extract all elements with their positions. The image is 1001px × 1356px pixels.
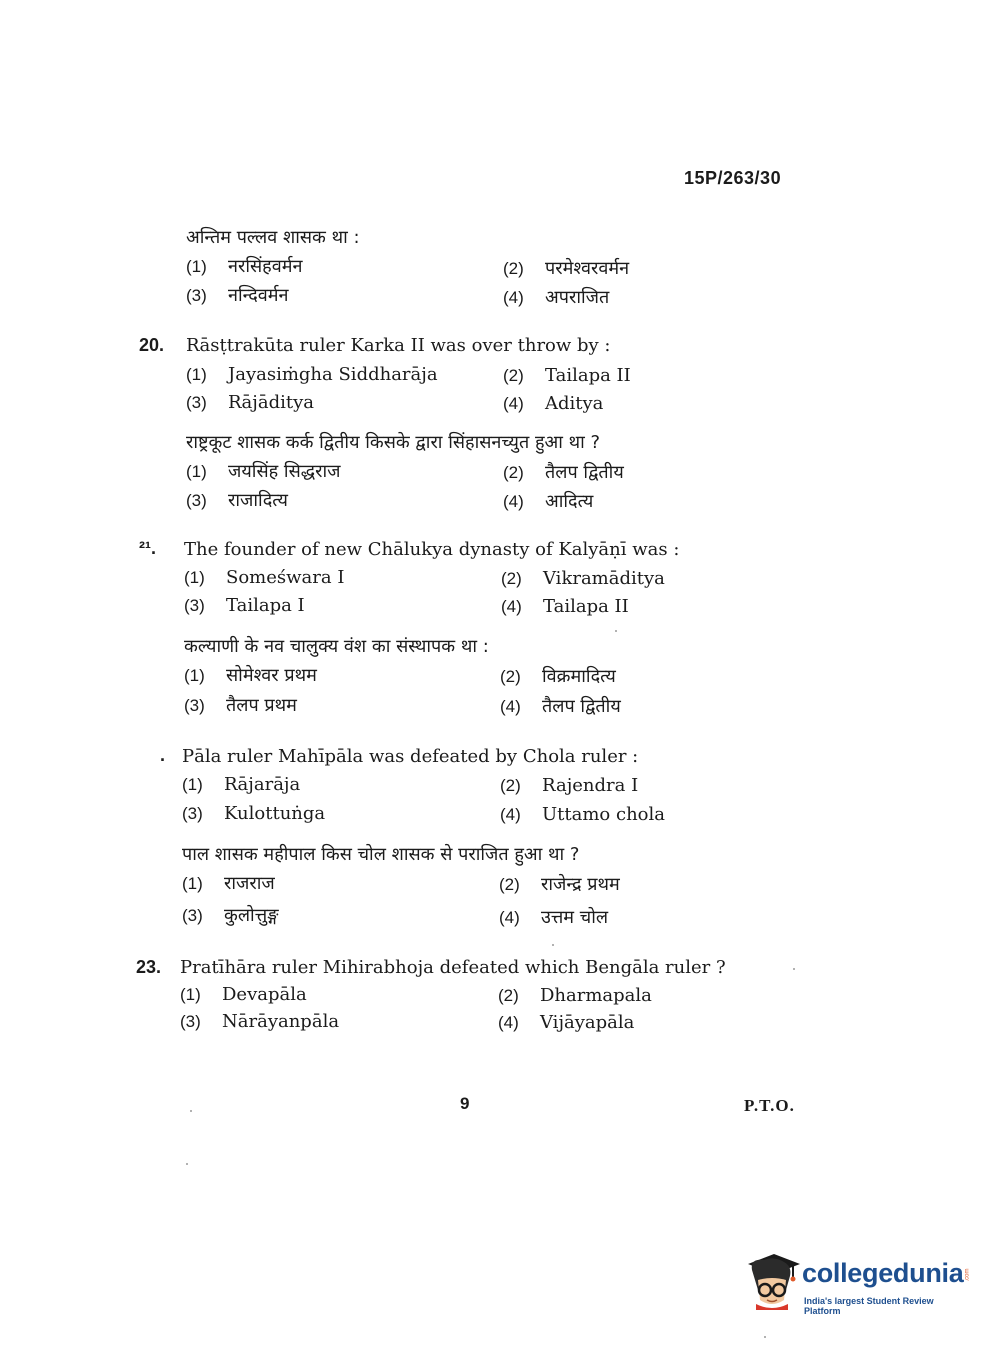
paper-code: 15P/263/30 <box>684 168 782 188</box>
q21-hindi-option-2: (2) विक्रमादित्य <box>500 666 616 687</box>
pto-label: P.T.O. <box>744 1096 795 1115</box>
q21-question: The founder of new Chālukya dynasty of Kalyāṇī was : <box>184 539 680 560</box>
q19-hindi-option-3: (3) नन्दिवर्मन <box>186 285 289 306</box>
q23-number: 23. <box>136 957 162 977</box>
q20-hindi-option-3: (3) राजादित्य <box>186 490 288 511</box>
q23-option-3: (3) Nārāyanpāla <box>180 1011 340 1032</box>
q23-option-2: (2) Dharmapala <box>498 985 652 1006</box>
q19-hindi-question: अन्तिम पल्लव शासक था : <box>186 227 360 248</box>
page-number: 9 <box>460 1094 470 1113</box>
q22-option-1: (1) Rājarāja <box>182 774 301 795</box>
q20-hindi-option-4: (4) आदित्य <box>503 491 594 512</box>
q23-question: Pratīhāra ruler Mihirabhoja defeated which Bengāla ruler ? <box>180 957 726 978</box>
q20-option-4: (4) Aditya <box>503 393 604 414</box>
q19-hindi-option-4: (4) अपराजित <box>503 287 610 308</box>
q20-option-2: (2) Tailapa II <box>503 365 631 386</box>
scan-speck <box>552 944 554 946</box>
q19-hindi-option-2: (2) परमेश्वरवर्मन <box>503 258 630 279</box>
q20-option-3: (3) Rājāditya <box>186 392 315 413</box>
q22-hindi-option-1: (1) राजराज <box>182 873 275 894</box>
q23-option-4: (4) Vijāyapāla <box>498 1012 635 1033</box>
q22-number: . <box>160 745 166 765</box>
q22-hindi-option-2: (2) राजेन्द्र प्रथम <box>499 874 620 895</box>
q20-hindi-option-1: (1) जयसिंह सिद्धराज <box>186 461 341 482</box>
q21-option-2: (2) Vikramāditya <box>501 568 665 589</box>
scan-speck <box>615 630 617 632</box>
logo-dotcom: .com <box>964 1268 971 1282</box>
q22-question: Pāla ruler Mahīpāla was defeated by Chola ruler : <box>182 746 639 767</box>
q22-hindi-question: पाल शासक महीपाल किस चोल शासक से पराजित हुआ था ? <box>182 844 580 865</box>
q22-option-3: (3) Kulottuṅga <box>182 803 326 824</box>
q20-option-1: (1) Jayasiṁgha Siddharāja <box>186 364 438 385</box>
q22-option-4: (4) Uttamo chola <box>500 804 665 825</box>
q20-hindi-question: राष्ट्रकूट शासक कर्क द्वितीय किसके द्वारा सिंहासनच्युत हुआ था ? <box>186 432 601 453</box>
scan-speck <box>190 1110 192 1112</box>
q21-option-3: (3) Tailapa I <box>184 595 305 616</box>
scan-speck <box>793 968 795 970</box>
q22-option-2: (2) Rajendra I <box>500 775 639 796</box>
logo-tagline: India's largest Student Review Platform <box>804 1296 934 1316</box>
student-mascot-icon <box>742 1250 802 1312</box>
q20-hindi-option-2: (2) तैलप द्वितीय <box>503 462 624 483</box>
q21-number: ²¹. <box>139 538 156 558</box>
q21-hindi-question: कल्याणी के नव चालुक्य वंश का संस्थापक था : <box>184 636 489 657</box>
q21-hindi-option-1: (1) सोमेश्वर प्रथम <box>184 665 317 686</box>
q21-hindi-option-3: (3) तैलप प्रथम <box>184 695 297 716</box>
q21-hindi-option-4: (4) तैलप द्वितीय <box>500 696 621 717</box>
logo-wordmark: collegedunia <box>802 1258 964 1288</box>
q20-question: Rāsṭtrakūta ruler Karka II was over throw by : <box>186 335 611 356</box>
q19-hindi-option-1: (1) नरसिंहवर्मन <box>186 256 303 277</box>
q21-option-1: (1) Someśwara I <box>184 567 345 588</box>
q20-number: 20. <box>139 335 165 355</box>
q22-hindi-option-4: (4) उत्तम चोल <box>499 907 609 928</box>
scan-speck <box>764 1336 766 1338</box>
collegedunia-logo[interactable] <box>742 1250 972 1314</box>
q23-option-1: (1) Devapāla <box>180 984 307 1005</box>
scan-speck <box>186 1163 188 1165</box>
q21-option-4: (4) Tailapa II <box>501 596 629 617</box>
q22-hindi-option-3: (3) कुलोत्तुङ्ग <box>182 905 279 926</box>
